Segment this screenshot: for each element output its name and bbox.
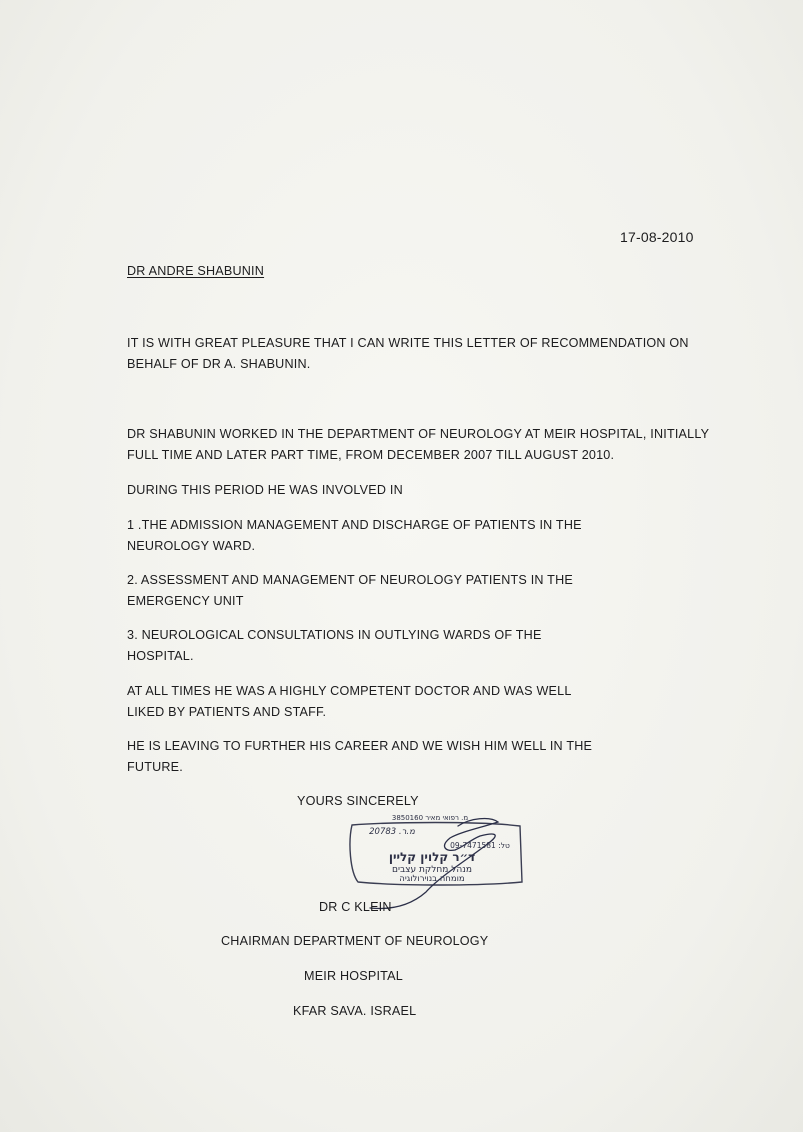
stamp-line-1: מ. רפואי מאיר 3850160 bbox=[391, 814, 469, 822]
stamp-line-3: טל: 09-7471581 bbox=[450, 841, 510, 850]
list-item-line: NEUROLOGY WARD. bbox=[127, 539, 256, 553]
signatory-hospital: MEIR HOSPITAL bbox=[304, 969, 403, 983]
stamp-line-5: מנהל מחלקת עצבים bbox=[391, 865, 473, 875]
list-item-line: 1 .THE ADMISSION MANAGEMENT AND DISCHARGE OF PATIENTS IN THE bbox=[127, 518, 582, 532]
paragraph-line: HE IS LEAVING TO FURTHER HIS CAREER AND WE WISH HIM WELL IN THE bbox=[127, 739, 593, 753]
signatory-name: DR C KLEIN bbox=[319, 900, 392, 914]
paragraph-line: DR SHABUNIN WORKED IN THE DEPARTMENT OF NEUROLOGY AT MEIR HOSPITAL, INITIALLY bbox=[127, 427, 710, 441]
stamp-line-6: מומחה בנוירולוגיה bbox=[399, 874, 465, 884]
list-item-line: EMERGENCY UNIT bbox=[127, 594, 244, 608]
list-item-line: HOSPITAL. bbox=[127, 649, 194, 663]
addressee: DR ANDRE SHABUNIN bbox=[127, 264, 265, 278]
letter-date: 17-08-2010 bbox=[620, 229, 694, 245]
paragraph-line: DURING THIS PERIOD HE WAS INVOLVED IN bbox=[127, 483, 403, 497]
list-item-line: 2. ASSESSMENT AND MANAGEMENT OF NEUROLOGY PATIENTS IN THE bbox=[127, 573, 573, 587]
paragraph-line: FULL TIME AND LATER PART TIME, FROM DECEMBER 2007 TILL AUGUST 2010. bbox=[127, 448, 615, 462]
signatory-location: KFAR SAVA. ISRAEL bbox=[293, 1004, 417, 1018]
paragraph-line: FUTURE. bbox=[127, 760, 183, 774]
stamp-line-4: ד״ר קלוין קליין bbox=[388, 850, 476, 864]
signatory-title: CHAIRMAN DEPARTMENT OF NEUROLOGY bbox=[221, 934, 489, 948]
paragraph-line: AT ALL TIMES HE WAS A HIGHLY COMPETENT DOCTOR AND WAS WELL bbox=[127, 684, 572, 698]
paragraph-line: BEHALF OF DR A. SHABUNIN. bbox=[127, 357, 311, 371]
paragraph-line: IT IS WITH GREAT PLEASURE THAT I CAN WRITE THIS LETTER OF RECOMMENDATION ON bbox=[127, 336, 689, 350]
list-item-line: 3. NEUROLOGICAL CONSULTATIONS IN OUTLYING WARDS OF THE bbox=[127, 628, 542, 642]
paragraph-line: LIKED BY PATIENTS AND STAFF. bbox=[127, 705, 327, 719]
closing: YOURS SINCERELY bbox=[297, 794, 419, 808]
stamp-line-2: 20783 .מ.ר bbox=[369, 827, 415, 837]
